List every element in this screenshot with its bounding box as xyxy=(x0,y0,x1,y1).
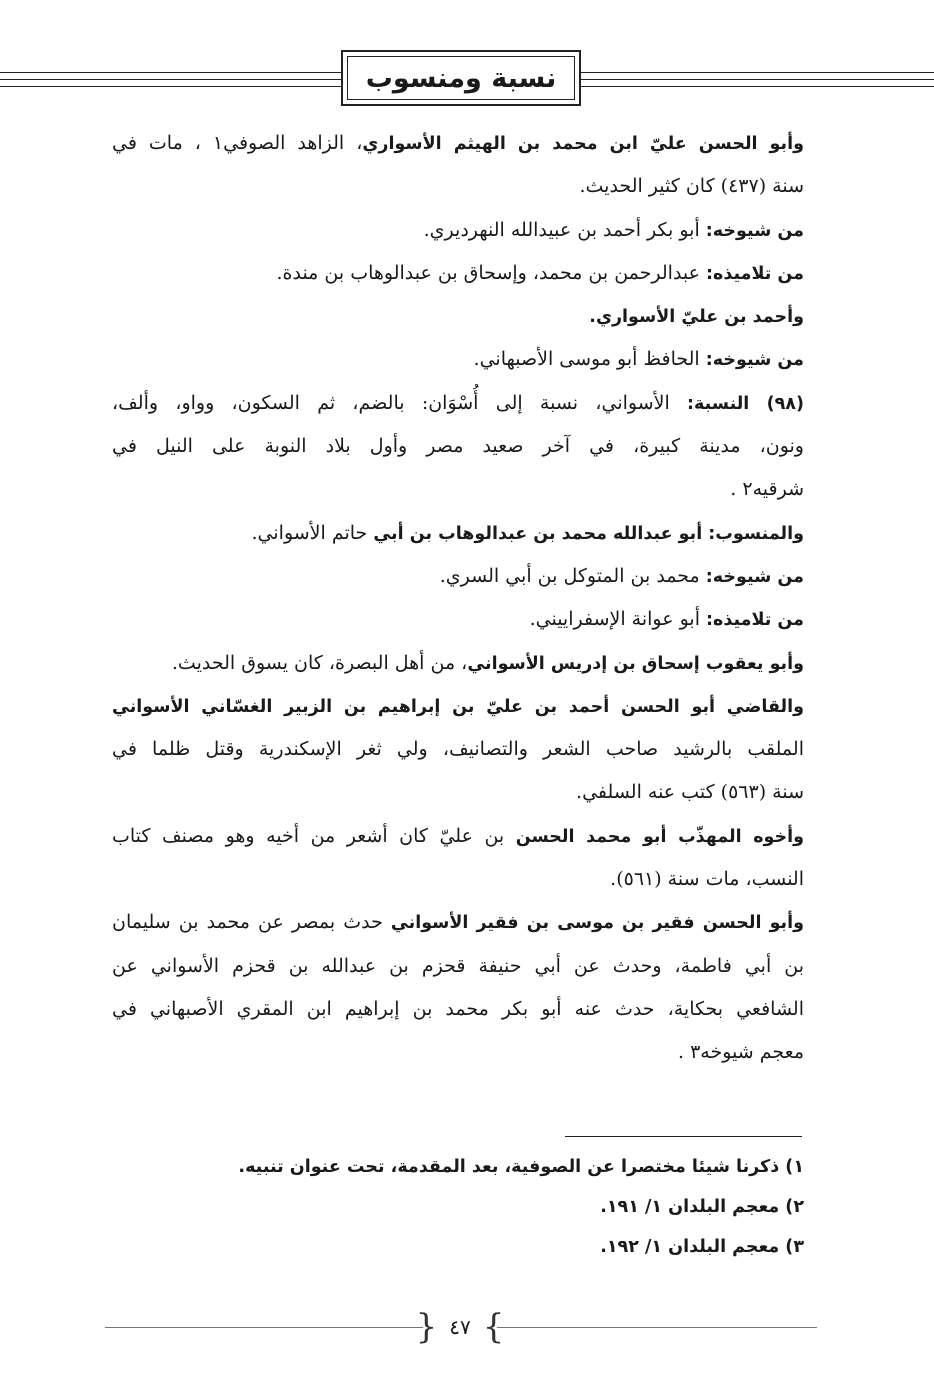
text-segment: الحافظ أبو موسى الأصبهاني. xyxy=(473,348,706,371)
footnote: ٣) معجم البلدان ١/ ١٩٢. xyxy=(600,1237,804,1257)
bold-segment: وأبو الحسن عليّ ابن محمد بن الهيثم الأسواري xyxy=(362,134,804,154)
text-segment: الملقب بالرشيد صاحب الشعر والتصانيف، ولي ثغر الإسكندرية وقتل ظلما في xyxy=(112,738,804,761)
bold-segment: وأخوه المهذّب أبو محمد الحسن xyxy=(515,826,804,847)
text-line xyxy=(112,901,804,944)
bold-segment: والمنسوب: xyxy=(702,523,804,544)
bold-segment: من تلاميذه: xyxy=(706,263,804,284)
text-line xyxy=(112,815,804,858)
text-line xyxy=(112,122,804,165)
text-segment: معجم شيوخه٣ . xyxy=(677,1041,804,1064)
text-segment: أبو بكر أحمد بن عبيدالله النهرديري. xyxy=(423,218,706,241)
text-line xyxy=(112,642,804,685)
text-segment: سنة (٤٣٧) كان كثير الحديث. xyxy=(579,175,804,198)
text-line xyxy=(112,252,804,295)
text-line xyxy=(112,425,804,468)
text-line xyxy=(112,382,804,425)
text-segment: ، الزاهد الصوفي١ ، مات في xyxy=(112,132,363,154)
bold-segment: من شيوخه: xyxy=(705,566,804,587)
text-segment: أبو عوانة الإسفراييني. xyxy=(529,608,707,631)
footnotes xyxy=(150,1147,804,1267)
bold-segment: وأبو الحسن فقير بن موسى بن فقير الأسواني xyxy=(390,913,804,934)
text-segment: حاتم الأسواني. xyxy=(251,521,374,544)
footnote-separator xyxy=(565,1136,802,1137)
header-rule-left-1 xyxy=(0,72,341,73)
bracket-left-icon: { xyxy=(415,1307,438,1347)
text-segment: الأسواني، نسبة إلى أُسْوَان: بالضم، ثم السكون، وواو، وألف، xyxy=(112,391,688,414)
text-line xyxy=(112,165,804,208)
text-segment: عبدالرحمن بن محمد، وإسحاق بن عبدالوهاب بن مندة. xyxy=(276,261,707,284)
text-line xyxy=(112,771,804,814)
text-segment: بن عليّ كان أشعر من أخيه وهو مصنف كتاب xyxy=(112,824,516,847)
bold-segment: من تلاميذه: xyxy=(706,610,804,631)
bold-segment: من شيوخه: xyxy=(705,220,804,241)
bold-segment: من شيوخه: xyxy=(705,350,804,371)
page-number-box xyxy=(415,1307,505,1347)
header-rule-right-3 xyxy=(581,86,934,87)
header-title-box xyxy=(341,50,581,106)
header-rule-right-1 xyxy=(581,72,934,73)
footer-rule-left xyxy=(105,1327,423,1328)
text-line xyxy=(112,295,804,338)
text-line xyxy=(112,858,804,901)
bold-segment: وأحمد بن عليّ الأسواري. xyxy=(589,307,804,328)
footer-rule-right xyxy=(497,1327,817,1328)
text-line xyxy=(112,1031,804,1074)
header-rule-left-3 xyxy=(0,86,341,87)
page-title: نسبة ومنسوب xyxy=(347,56,575,100)
bold-segment: والقاضي أبو الحسن أحمد بن عليّ بن إبراهيم بن الزبير الغسّاني الأسواني xyxy=(112,696,804,717)
text-segment: محمد بن المتوكل بن أبي السري. xyxy=(439,564,706,587)
text-line xyxy=(112,468,804,511)
text-segment: النسب، مات سنة (٥٦١). xyxy=(610,868,804,891)
text-line xyxy=(112,512,804,555)
text-line xyxy=(112,988,804,1031)
text-line xyxy=(112,338,804,381)
bold-segment: وأبو يعقوب إسحاق بن إدريس الأسواني xyxy=(467,653,804,674)
text-line xyxy=(112,598,804,641)
footnote: ٢) معجم البلدان ١/ ١٩١. xyxy=(600,1197,804,1217)
footnote: ١) ذكرنا شيئا مختصرا عن الصوفية، بعد المقدمة، تحت عنوان تنبيه. xyxy=(238,1157,804,1177)
text-segment: الشافعي بحكاية، حدث عنه أبو بكر محمد بن إبراهيم ابن المقري الأصبهاني في xyxy=(112,997,804,1020)
bold-segment: (٩٨) النسبة: xyxy=(687,393,804,414)
text-line xyxy=(112,685,804,728)
text-line xyxy=(112,209,804,252)
bold-segment: أبو عبدالله محمد بن عبدالوهاب بن أبي xyxy=(373,523,703,544)
bracket-right-icon: } xyxy=(482,1307,505,1347)
text-segment: ، من أهل البصرة، كان يسوق الحديث. xyxy=(171,651,468,674)
text-segment: بن أبي فاطمة، وحدث عن أبي حنيفة قحزم بن عبدالله بن قحزم الأسواني عن xyxy=(112,954,804,977)
text-segment: شرقيه٢ . xyxy=(730,478,804,501)
header-rule-right-2 xyxy=(581,79,934,80)
text-line xyxy=(112,728,804,771)
page-number: ٤٧ xyxy=(449,1315,471,1339)
header-rule-left-2 xyxy=(0,79,341,80)
text-line xyxy=(112,555,804,598)
text-segment: ونون، مدينة كبيرة، في آخر صعيد مصر وأول بلاد النوبة على النيل في xyxy=(112,435,804,458)
text-line xyxy=(112,945,804,988)
text-segment: سنة (٥٦٣) كتب عنه السلفي. xyxy=(576,781,804,804)
text-segment: حدث بمصر عن محمد بن سليمان xyxy=(112,911,391,934)
body-text xyxy=(112,122,804,1075)
